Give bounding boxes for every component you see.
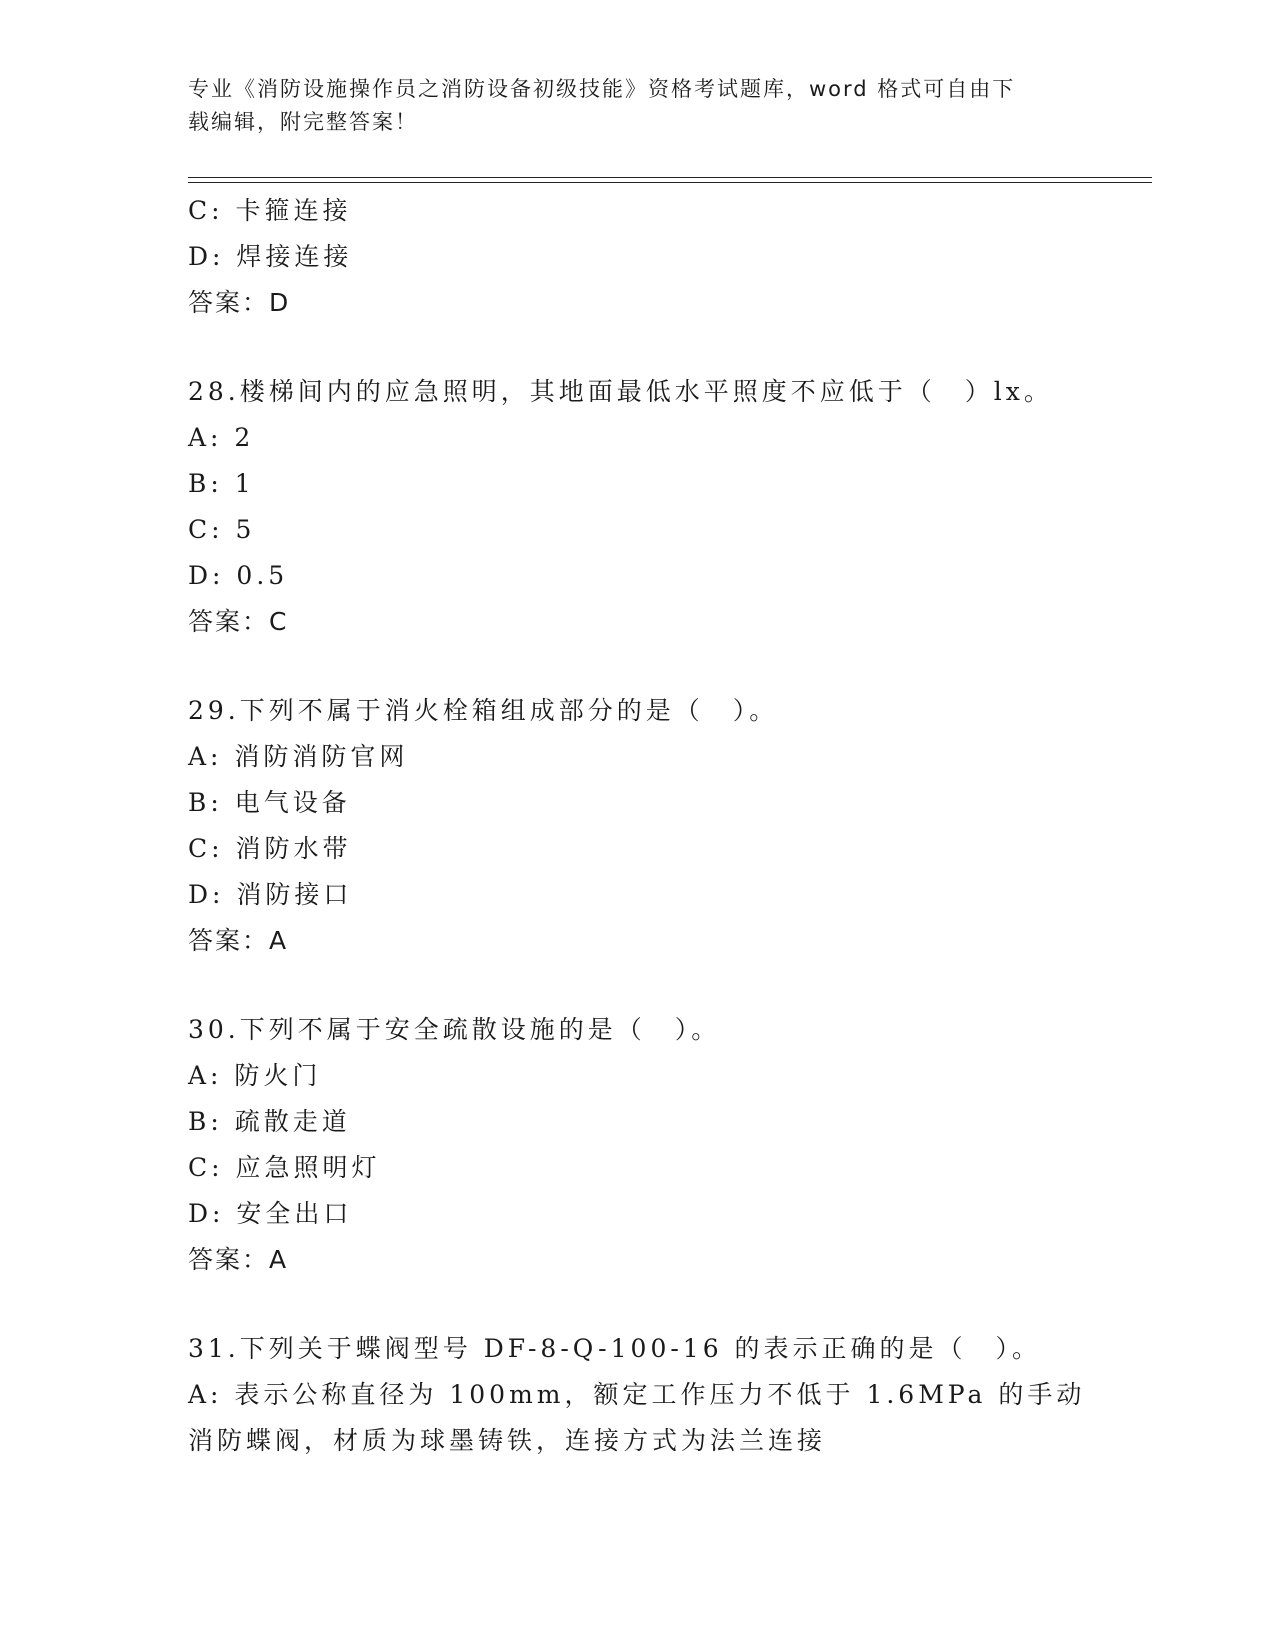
header-line-1: 专业《消防设施操作员之消防设备初级技能》资格考试题库，word 格式可自由下 xyxy=(188,77,1016,101)
option-c: C: 应急照明灯 xyxy=(188,1153,381,1182)
option-a: A: 表示公称直径为 100mm，额定工作压力不低于 1.6MPa 的手动消防蝶阀，材质为球墨铸铁，连接方式为法兰连接 xyxy=(188,1380,1086,1455)
option-b: B: 疏散走道 xyxy=(188,1107,351,1136)
option-c: C: 消防水带 xyxy=(188,834,352,863)
question-stem: 30.下列不属于安全疏散设施的是（ ）。 xyxy=(188,1015,721,1044)
option-d: D: 焊接连接 xyxy=(188,242,353,271)
answer-label: 答案：D xyxy=(188,288,291,317)
question-list xyxy=(188,188,1088,1464)
option-b: B: 1 xyxy=(188,469,255,498)
option-d: D: 0.5 xyxy=(188,561,289,590)
header-line-2: 载编辑，附完整答案！ xyxy=(188,110,418,134)
answer-label: 答案：A xyxy=(188,926,289,955)
question-stem: 31.下列关于蝶阀型号 DF-8-Q-100-16 的表示正确的是（ ）。 xyxy=(188,1334,1042,1363)
question-stem: 28.楼梯间内的应急照明，其地面最低水平照度不应低于（ ）lx。 xyxy=(188,377,1053,406)
question-31 xyxy=(188,1326,1088,1464)
answer-label: 答案：C xyxy=(188,607,289,636)
option-a: A: 防火门 xyxy=(188,1061,322,1090)
option-c: C: 5 xyxy=(188,515,256,544)
option-b: B: 电气设备 xyxy=(188,788,351,817)
question-29 xyxy=(188,688,1088,964)
option-a: A: 消防消防官网 xyxy=(188,742,409,771)
question-28 xyxy=(188,369,1088,645)
option-a: A: 2 xyxy=(188,423,255,452)
answer-label: 答案：A xyxy=(188,1245,289,1274)
option-c: C: 卡箍连接 xyxy=(188,196,352,225)
option-d: D: 消防接口 xyxy=(188,880,353,909)
header-rule-bottom xyxy=(188,182,1152,183)
question-30 xyxy=(188,1007,1088,1283)
header-rule-top xyxy=(188,177,1152,178)
document-header xyxy=(188,73,1068,139)
question-27-tail xyxy=(188,188,1088,326)
option-d: D: 安全出口 xyxy=(188,1199,353,1228)
question-stem: 29.下列不属于消火栓箱组成部分的是（ ）。 xyxy=(188,696,779,725)
